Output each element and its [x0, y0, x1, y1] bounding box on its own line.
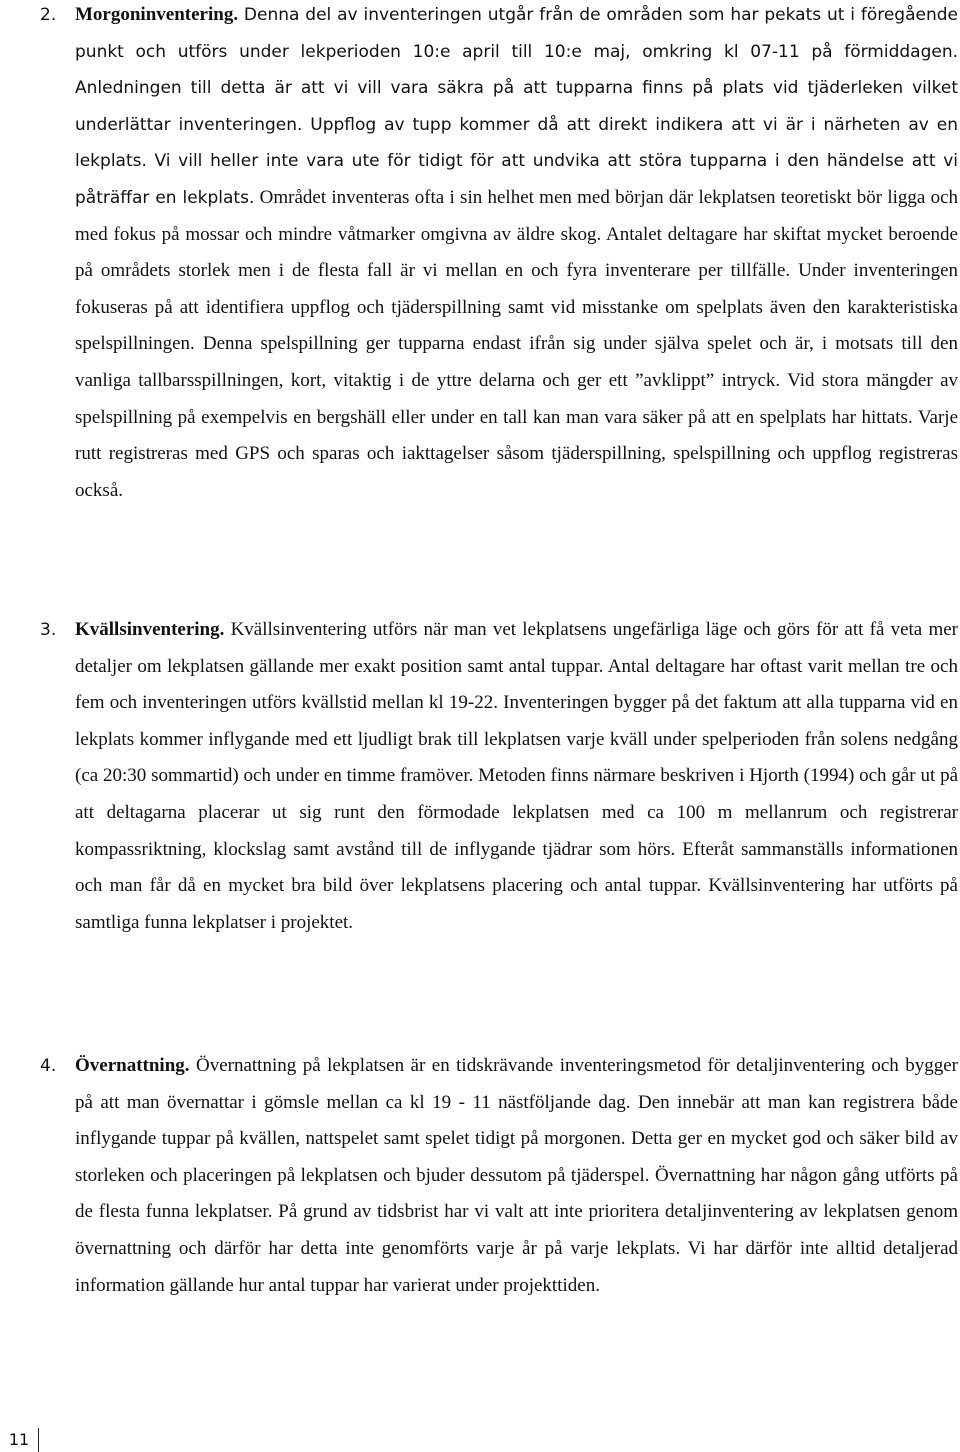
list-item-number: 2. [40, 5, 57, 25]
paragraph-text: Övernattning på lekplatsen är en tidskrävande inventeringsmetod för detaljinventering och bygger på att man övernattar i gömsle mellan ca kl 19 - 11 nästföljande dag. Den innebär att man kan registrera både inflygande tuppar på kvällen, nattspelet samt spelet tidigt på morgonen. Detta ger en mycket god och säker bild av storleken och placeringen på lekplatsen och bjuder dessutom på tjäderspel. Övernattning har någon gång utförts på de flesta funna lekplatser. På grund av tidsbrist har vi valt att inte prioritera detaljinventering av lekplatsen genom övernattning och därför har detta inte genomförts varje år på varje lekplats. Vi har därför inte alltid detaljerad information gällande hur antal tuppar har varierat under projekttiden. [75, 1055, 958, 1296]
page-number: 11 [0, 1428, 39, 1452]
list-item-number: 4. [40, 1056, 57, 1076]
list-item-body [75, 612, 958, 941]
list-item-number: 3. [40, 620, 57, 640]
list-item-overnattning [40, 1048, 958, 1304]
list-item-heading: Morgoninventering. [75, 4, 239, 25]
list-item-heading: Kvällsinventering. [75, 619, 225, 640]
paragraph-text: Området inventeras ofta i sin helhet men med början där lekplatsen teoretiskt bör ligga och med fokus på mossar och mindre våtmarker omgivna av äldre skog. Antalet deltagare har skiftat mycket beroende på områdets storlek men i de flesta fall är vi mellan en och fyra inventerare per tillfälle. Under inventeringen fokuseras på att identifiera uppflog och tjäderspillning samt vid misstanke om spelplats även den karakteristiska spelspillningen. Denna spelspillning ger tupparna endast ifrån sig under själva spelet och är, i motsats till den vanliga tallbarsspillningen, kort, vitaktig i de yttre delarna och ger ett ”avklippt” intryck. Vid stora mängder av spelspillning på exempelvis en bergshäll eller under en tall kan man vara säker på att en spelplats har hittats. Varje rutt registreras med GPS och sparas och iakttagelser såsom tjäderspillning, spelspillning och uppflog registreras också. [75, 186, 959, 501]
list-item-body [75, 0, 958, 509]
paragraph-text: Denna del av inventeringen utgår från de områden som har pekats ut i föregående punkt och utförs under lekperioden 10:e april till 10:e maj, omkring kl 07-11 på förmiddagen. Anledningen till detta är att vi vill vara säkra på att tupparna finns på plats vid tjäderleken vilket underlättar inventeringen. Uppflog av tupp kommer då att direkt indikera att vi är i närheten av en lekplats. Vi vill heller inte vara ute för tidigt för att undvika att störa tupparna i den händelse att vi påträffar en lekplats. [75, 5, 958, 208]
list-item-morgoninventering [40, 0, 958, 509]
list-item-heading: Övernattning. [75, 1055, 190, 1076]
paragraph-text: Kvällsinventering utförs när man vet lekplatsens ungefärliga läge och görs för att få veta mer detaljer om lekplatsen gällande mer exakt position samt antal tuppar. Antal deltagare har oftast varit mellan tre och fem och inventeringen utförs kvällstid mellan kl 19-22. Inventeringen bygger på det faktum att alla tupparna vid en lekplats kommer inflygande med ett ljudligt brak till lekplatsen varje kväll under spelperioden från solens nedgång (ca 20:30 sommartid) och under en timme framöver. Metoden finns närmare beskriven i Hjorth (1994) och går ut på att deltagarna placerar ut sig runt den förmodade lekplatsen med ca 100 m mellanrum och registrerar kompassriktning, klockslag samt avstånd till de inflygande tjädrar som hörs. Efteråt sammanställs informationen och man får då en mycket bra bild över lekplatsens placering och antal tuppar. Kvällsinventering har utförts på samtliga funna lekplatser i projektet. [75, 619, 958, 933]
list-item-body [75, 1048, 958, 1304]
list-item-kvallsinventering [40, 612, 958, 941]
